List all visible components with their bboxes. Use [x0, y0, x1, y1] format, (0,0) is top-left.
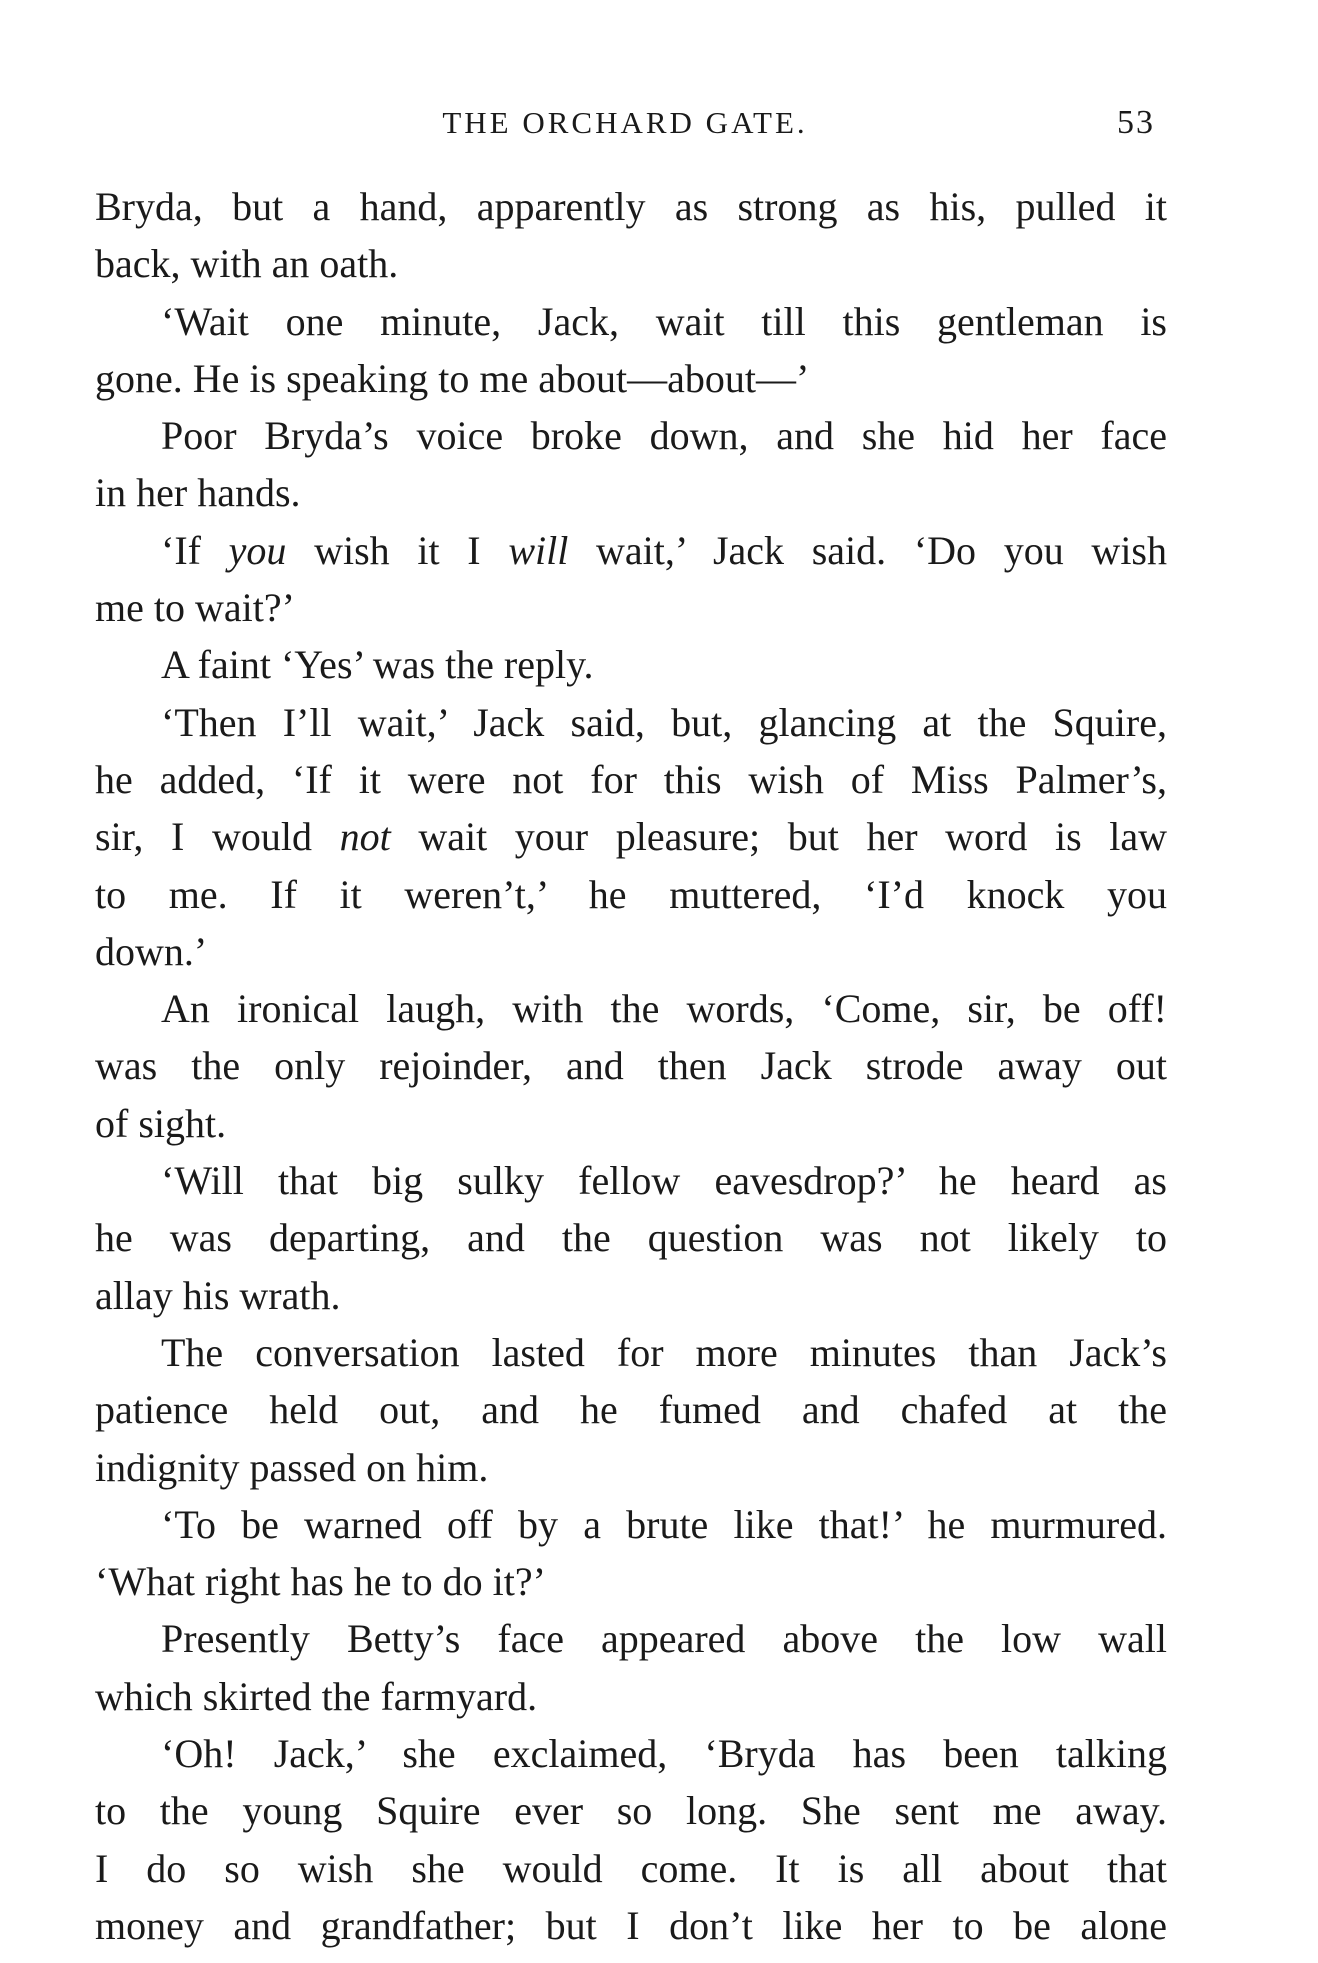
text-line: to me. If it weren’t,’ he muttered, ‘I’d knock you	[95, 871, 1167, 917]
text-line: An ironical laugh, with the words, ‘Come, sir, be off!	[161, 986, 1167, 1032]
text-line: me to wait?’	[95, 585, 295, 631]
text-line: sir, I would not wait your pleasure; but her word is law	[95, 814, 1168, 860]
text-line: money and grandfather; but I don’t like her to be alone	[95, 1902, 1167, 1948]
text-line: allay his wrath.	[95, 1272, 341, 1318]
text-line: Presently Betty’s face appeared above the low wall	[161, 1616, 1167, 1662]
text-line: ‘Will that big sulky fellow eavesdrop?’ he heard as	[161, 1158, 1167, 1204]
text-line: indignity passed on him.	[95, 1444, 489, 1490]
page-number: 53	[1117, 104, 1155, 141]
text-line: gone. He is speaking to me about—about—’	[95, 355, 810, 401]
text-line: ‘Wait one minute, Jack, wait till this gentleman is	[161, 298, 1167, 344]
text-line: The conversation lasted for more minutes than Jack’s	[161, 1329, 1167, 1375]
text-line: ‘If you wish it I will wait,’ Jack said. ‘Do you wish	[161, 527, 1167, 573]
text-line: of sight.	[95, 1100, 227, 1146]
text-line: to the young Squire ever so long. She sent me away.	[95, 1788, 1167, 1834]
text-line: Bryda, but a hand, apparently as strong as his, pulled it	[95, 184, 1167, 229]
body-text	[95, 178, 1167, 1954]
text-line: back, with an oath.	[95, 241, 399, 287]
text-line: down.’	[95, 928, 208, 974]
running-head	[95, 100, 1155, 146]
text-line: he was departing, and the question was not likely to	[95, 1215, 1167, 1261]
running-title: THE ORCHARD GATE.	[442, 105, 808, 140]
text-line: Poor Bryda’s voice broke down, and she hid her face	[161, 413, 1167, 459]
text-line: I do so wish she would come. It is all about that	[95, 1845, 1167, 1891]
text-line: in her hands.	[95, 470, 301, 516]
text-line: patience held out, and he fumed and chafed at the	[95, 1387, 1167, 1433]
text-line: which skirted the farmyard.	[95, 1673, 538, 1719]
text-line: ‘Then I’ll wait,’ Jack said, but, glancing at the Squire,	[161, 699, 1167, 745]
text-line: ‘Oh! Jack,’ she exclaimed, ‘Bryda has been talking	[161, 1731, 1167, 1777]
text-line: he added, ‘If it were not for this wish of Miss Palmer’s,	[95, 756, 1167, 802]
text-line: was the only rejoinder, and then Jack strode away out	[95, 1043, 1167, 1089]
text-line: ‘To be warned off by a brute like that!’ he murmured.	[161, 1501, 1167, 1547]
text-line: ‘What right has he to do it?’	[95, 1559, 546, 1605]
text-line: A faint ‘Yes’ was the reply.	[161, 642, 594, 688]
